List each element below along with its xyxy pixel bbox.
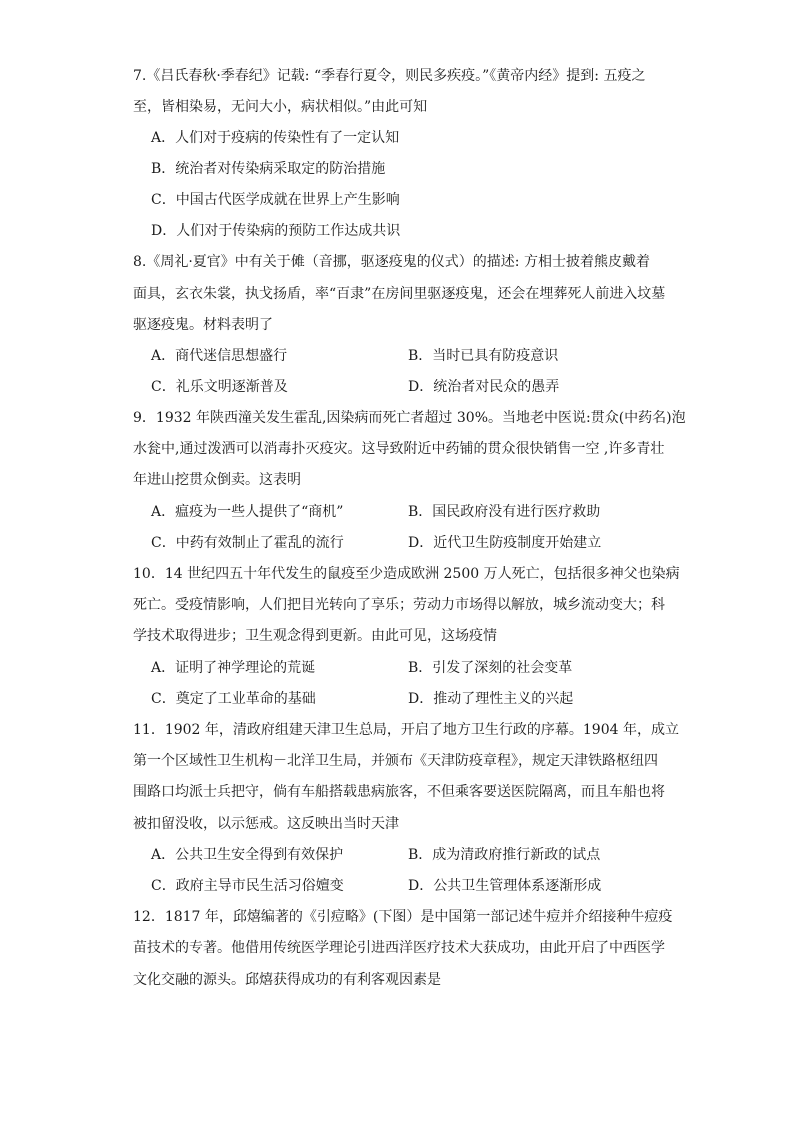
question-9-option-b: B．国民政府没有进行医疗救助 bbox=[408, 504, 601, 520]
question-9-stem-line-3: 年进山挖贯众倒卖。这表明 bbox=[133, 472, 301, 488]
question-9-option-a: A．瘟疫为一些人提供了“商机” bbox=[151, 504, 344, 520]
question-7-stem-line-1: 7.《吕氏春秋·季春纪》记载: “季春行夏令，则民多疾疫。”《黄帝内经》提到: 五疫之 bbox=[133, 68, 646, 84]
question-12-stem-line-3: 文化交融的源头。邱熺获得成功的有利客观因素是 bbox=[133, 972, 441, 988]
question-8-stem-line-3: 驱逐疫鬼。材料表明了 bbox=[133, 317, 273, 333]
question-10-stem-line-2: 死亡。受疫情影响，人们把目光转向了享乐；劳动力市场得以解放，城乡流动变大；科 bbox=[133, 597, 665, 613]
question-12-stem-line-1: 12．1817 年，邱熺编著的《引痘略》(下图）是中国第一部记述牛痘并介绍接种牛痘疫 bbox=[133, 909, 673, 925]
question-7-option-c: C．中国古代医学成就在世界上产生影响 bbox=[151, 192, 400, 208]
question-10-option-a: A．证明了神学理论的荒诞 bbox=[151, 660, 316, 676]
question-7-option-b: B．统治者对传染病采取定的防治措施 bbox=[151, 161, 386, 177]
question-9-stem-line-1: 9．1932 年陕西潼关发生霍乱,因染病而死亡者超过 30%。当地老中医说:贯众(中药名)泡 bbox=[133, 410, 686, 426]
question-7-option-a: A．人们对于疫病的传染性有了一定认知 bbox=[151, 130, 400, 146]
question-11-stem-line-3: 围路口均派士兵把守，倘有车船搭载患病旅客，不但乘客要送医院隔离，而且车船也将 bbox=[133, 784, 665, 800]
question-11-option-b: B．成为清政府推行新政的试点 bbox=[408, 847, 601, 863]
question-10-option-c: C．奠定了工业革命的基础 bbox=[151, 691, 316, 707]
question-11-option-a: A．公共卫生安全得到有效保护 bbox=[151, 847, 344, 863]
question-8-option-d: D．统治者对民众的愚弄 bbox=[408, 379, 560, 395]
question-11-stem-line-4: 被扣留没收，以示惩戒。这反映出当时天津 bbox=[133, 816, 399, 832]
question-11-option-d: D．公共卫生管理体系逐渐形成 bbox=[408, 878, 602, 894]
question-10-stem-line-3: 学技术取得进步；卫生观念得到更新。由此可见，这场疫情 bbox=[133, 628, 497, 644]
question-8-stem-line-1: 8.《周礼·夏官》中有关于傩（音挪，驱逐疫鬼的仪式）的描述: 方相士披着熊皮戴着 bbox=[133, 254, 650, 270]
question-10-option-d: D．推动了理性主义的兴起 bbox=[408, 691, 574, 707]
question-9-stem-line-2: 水瓮中,通过泼洒可以消毒扑灭疫灾。这导致附近中药铺的贯众很快销售一空 ,许多青壮 bbox=[133, 441, 665, 457]
question-8-option-b: B．当时已具有防疫意识 bbox=[408, 348, 559, 364]
question-10-stem-line-1: 10．14 世纪四五十年代发生的鼠疫至少造成欧洲 2500 万人死亡，包括很多神父也染病 bbox=[133, 566, 680, 582]
question-11-stem-line-1: 11．1902 年，清政府组建天津卫生总局，开启了地方卫生行政的序幕。1904 年，成立 bbox=[133, 722, 679, 738]
question-11-stem-line-2: 第一个区域性卫生机构－北洋卫生局，并颁布《天津防疫章程》，规定天津铁路枢纽四 bbox=[133, 753, 658, 769]
question-9-option-d: D．近代卫生防疫制度开始建立 bbox=[408, 535, 602, 551]
question-10-option-b: B．引发了深刻的社会变革 bbox=[408, 660, 573, 676]
question-7-stem-line-2: 至，皆相染易，无问大小，病状相似。”由此可知 bbox=[133, 99, 428, 115]
question-8-option-a: A．商代迷信思想盛行 bbox=[151, 348, 288, 364]
question-8-stem-line-2: 面具，玄衣朱裳，执戈扬盾，率“百隶”在房间里驱逐疫鬼，还会在埋葬死人前进入坟墓 bbox=[133, 286, 666, 302]
question-9-option-c: C．中药有效制止了霍乱的流行 bbox=[151, 535, 344, 551]
question-11-option-c: C．政府主导市民生活习俗嬗变 bbox=[151, 878, 344, 894]
question-7-option-d: D．人们对于传染病的预防工作达成共识 bbox=[151, 223, 401, 239]
question-8-option-c: C．礼乐文明逐渐普及 bbox=[151, 379, 288, 395]
question-12-stem-line-2: 苗技术的专著。他借用传统医学理论引进西洋医疗技术大获成功，由此开启了中西医学 bbox=[133, 940, 665, 956]
